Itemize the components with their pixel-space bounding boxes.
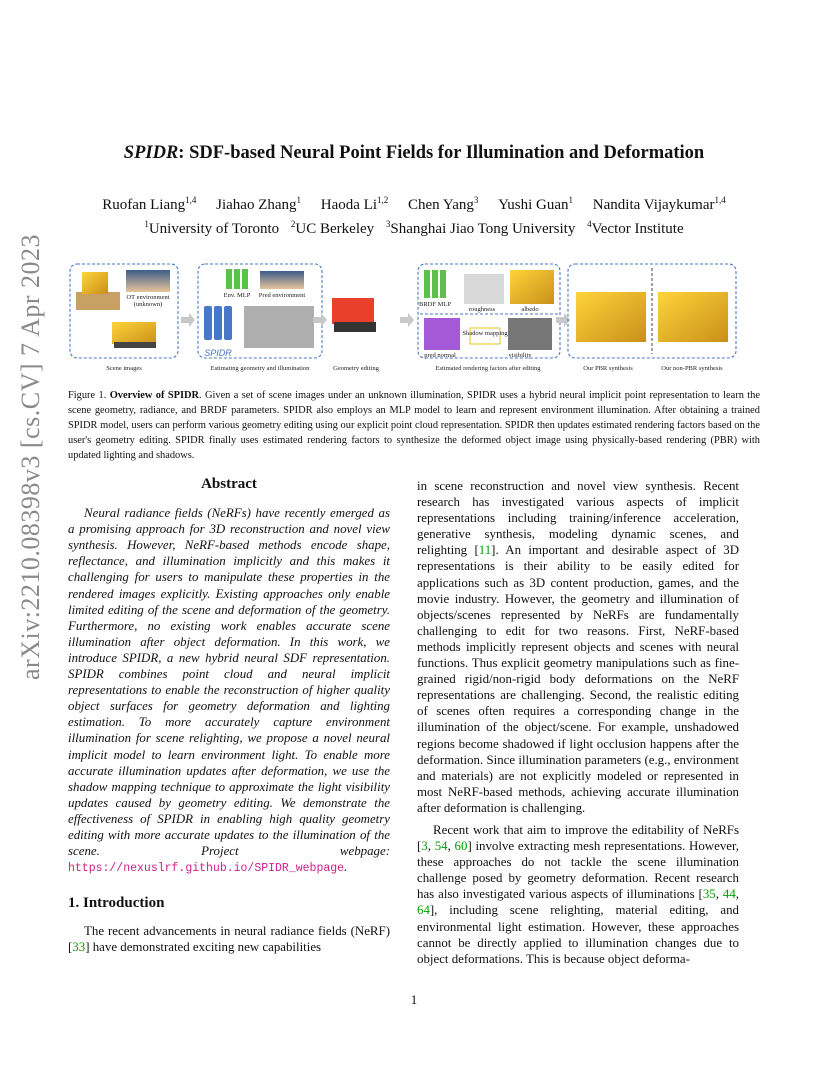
pred-env-image bbox=[260, 271, 304, 289]
fig-label-estimating: Estimating geometry and illumination bbox=[210, 365, 310, 372]
fig-label-roughness: roughness bbox=[468, 306, 496, 313]
affiliation-list bbox=[0, 219, 828, 238]
arrow-icon bbox=[400, 313, 414, 327]
fig-label-pred-normal: pred normal bbox=[424, 352, 456, 359]
intro-paragraph: Recent work that aim to improve the editability of NeRFs [3, 54, 60] involve extracting mesh representations. However, these approaches do not tackle the scene illumination challenge posed by geometry deformation. Recent research has also investigated various aspects of illuminations [35, 44, 64], including scene relighting, material editing, and environmental light estimation. However, these approaches cannot be directly applied to illumination changes due to object deformations. This is because object deforma- bbox=[417, 822, 739, 966]
author: Haoda Li$^{1,2}$ bbox=[320, 195, 389, 213]
author: Chen Yang$^3$ bbox=[408, 195, 479, 213]
fig-label-visibility: visibility bbox=[508, 352, 532, 359]
fig-label-shadow-mapping: Shadow mapping bbox=[462, 330, 508, 337]
fig-label-pred-env: Pred environment bbox=[258, 292, 306, 299]
citation-link[interactable]: 64 bbox=[417, 903, 430, 918]
fig-label-unknown: (unknown) bbox=[133, 301, 163, 308]
author: Yushi Guan$^1$ bbox=[498, 195, 574, 213]
fig-label-albedo: albedo bbox=[521, 306, 539, 313]
citation-link[interactable]: 33 bbox=[72, 940, 86, 955]
arxiv-side-stamp: arXiv:2210.08398v3 [cs.CV] 7 Apr 2023 bbox=[16, 233, 45, 680]
edited-bulldozer-image bbox=[332, 298, 376, 332]
citation-link[interactable]: 35 bbox=[702, 887, 716, 902]
intro-paragraph: in scene reconstruction and novel view synthesis. Recent research has investigated various aspects of implicit representations including training/inference acceleration, generative synthesis, modeling dynamic scenes, and relighting [11]. An important and desirable aspect of 3D representations is their ability to be easily edited for applications such as 3D content production, games, and the movie industry. However, the geometry and illumination of objects/scenes represented by NeRFs are fundamentally challenging to edit for two reasons. First, NeRF-based methods implicitly represent objects and scenes with neural functions. Thus explicit geometry manipulations such as fine-grained rigid/non-rigid body deformations on the NeRF representations are challenging. Second, the realistic editing of scenes often requires a corresponding change in the illumination of the object/scene. For example, unshadowed regions become shadowed if light occlusion happens after the deformation. Since illumination parameters (e.g., environment and materials) are not explicitly modeled or represented in most NeRF-based methods, achieving accurate illumination after deformation is challenging. bbox=[417, 479, 740, 815]
affiliation: $^3$Shanghai Jiao Tong University bbox=[385, 219, 576, 237]
figure-caption: Figure 1. Overview of SPIDR. Given a set of scene images under an unknown illumination, SPIDR uses a hybrid neural implicit point representation to learn the scene geometry, radiance, and BRDF parameters. SPIDR also employs an MLP model to learn and represent environment illumination. After obtaining a trained SPIDR model, users can perform various geometry editing using our explicit point cloud representation. SPIDR then updates estimated rendering factors based on the user's geometry editing. SPIDR finally uses estimated rendering factors to synthesize the deformed object image using physically-based rendering (PBR) with updated lighting and shadows. bbox=[68, 390, 760, 461]
introduction-heading: 1. Introduction bbox=[68, 895, 165, 912]
author: Jiahao Zhang$^1$ bbox=[216, 195, 302, 213]
left-column bbox=[68, 476, 390, 956]
citation-link[interactable]: 44 bbox=[722, 887, 736, 902]
fig-label-ot-env: OT environment bbox=[126, 294, 170, 301]
roughness-image bbox=[464, 274, 504, 304]
paper-title: SPIDR: SDF-based Neural Point Fields for Illumination and Deformation bbox=[123, 143, 705, 163]
author: Ruofan Liang$^{1,4}$ bbox=[102, 195, 197, 213]
page-number: 1 bbox=[410, 992, 418, 1007]
affiliation: $^2$UC Berkeley bbox=[290, 219, 375, 237]
pred-normal-image bbox=[424, 318, 460, 350]
author-list bbox=[0, 195, 828, 214]
citation-link[interactable]: 54 bbox=[434, 839, 448, 854]
arrow-icon bbox=[181, 313, 195, 327]
pbr-result-image bbox=[576, 292, 646, 342]
abstract-text: Neural radiance fields (NeRFs) have recently emerged as a promising approach for 3D reconstruction and novel view synthesis. However, NeRF-based methods encode shape, reflectance, and illumination implicitly and this makes it challenging for users to manipulate these properties in the rendered images explicitly. Existing approaches only enable limited editing of the scene and deformation of the geometry. Furthermore, no existing work enables accurate scene illumination after object deformation. In this work, we introduce SPIDR, a new hybrid neural SDF representation. SPIDR combines point cloud and neural implicit representations to enable the reconstruction of higher quality object surfaces for geometry deformation and lighting estimation. To more accurately capture environment illumination for scene relighting, we propose a novel neural implicit model to learn environment light. To enable more accurate illumination updates after deformation, we use the shadow mapping technique to approximate the light visibility updates caused by geometry editing. We demonstrate the effectiveness of SPIDR in enabling high quality geometry editing with more accurate updates to the illumination of the scene. Project webpage: https://nexuslrf.github.io/SPIDR_webpage. bbox=[68, 506, 390, 876]
overview-figure bbox=[68, 262, 758, 380]
env-map-image bbox=[126, 270, 170, 292]
intro-paragraph: The recent advancements in neural radiance fields (NeRF) [33] have demonstrated exciting new capabilities bbox=[68, 924, 390, 955]
citation-link[interactable]: 11 bbox=[478, 543, 492, 558]
affiliation: $^1$University of Toronto bbox=[144, 219, 280, 237]
fig-label-env-mlp: Env. MLP bbox=[223, 292, 251, 299]
affiliation: $^4$Vector Institute bbox=[587, 219, 684, 237]
fig-label-pbr: Our PBR synthesis bbox=[583, 365, 633, 372]
arrow-icon bbox=[313, 313, 327, 327]
non-pbr-result-image bbox=[658, 292, 728, 342]
citation-link[interactable]: 60 bbox=[454, 839, 468, 854]
point-cloud-image bbox=[244, 306, 314, 348]
fig-label-estimated-factors: Estimated rendering factors after editing bbox=[435, 365, 541, 372]
citation-link[interactable]: 3 bbox=[421, 839, 428, 854]
visibility-image bbox=[508, 318, 552, 350]
albedo-image bbox=[510, 270, 554, 304]
fig-label-non-pbr: Our non-PBR synthesis bbox=[661, 365, 723, 372]
fig-label-geometry-editing: Geometry editing bbox=[333, 365, 379, 372]
author: Nandita Vijaykumar$^{1,4}$ bbox=[592, 195, 726, 213]
fig-label-brdf-mlp: BRDF MLP bbox=[419, 301, 451, 308]
right-column bbox=[417, 478, 739, 967]
project-link[interactable]: https://nexuslrf.github.io/SPIDR_webpage bbox=[68, 862, 345, 876]
fig-label-scene-images: Scene images bbox=[106, 365, 142, 372]
fig-label-spidr: SPIDR bbox=[204, 348, 232, 358]
abstract-heading: Abstract bbox=[201, 476, 257, 492]
